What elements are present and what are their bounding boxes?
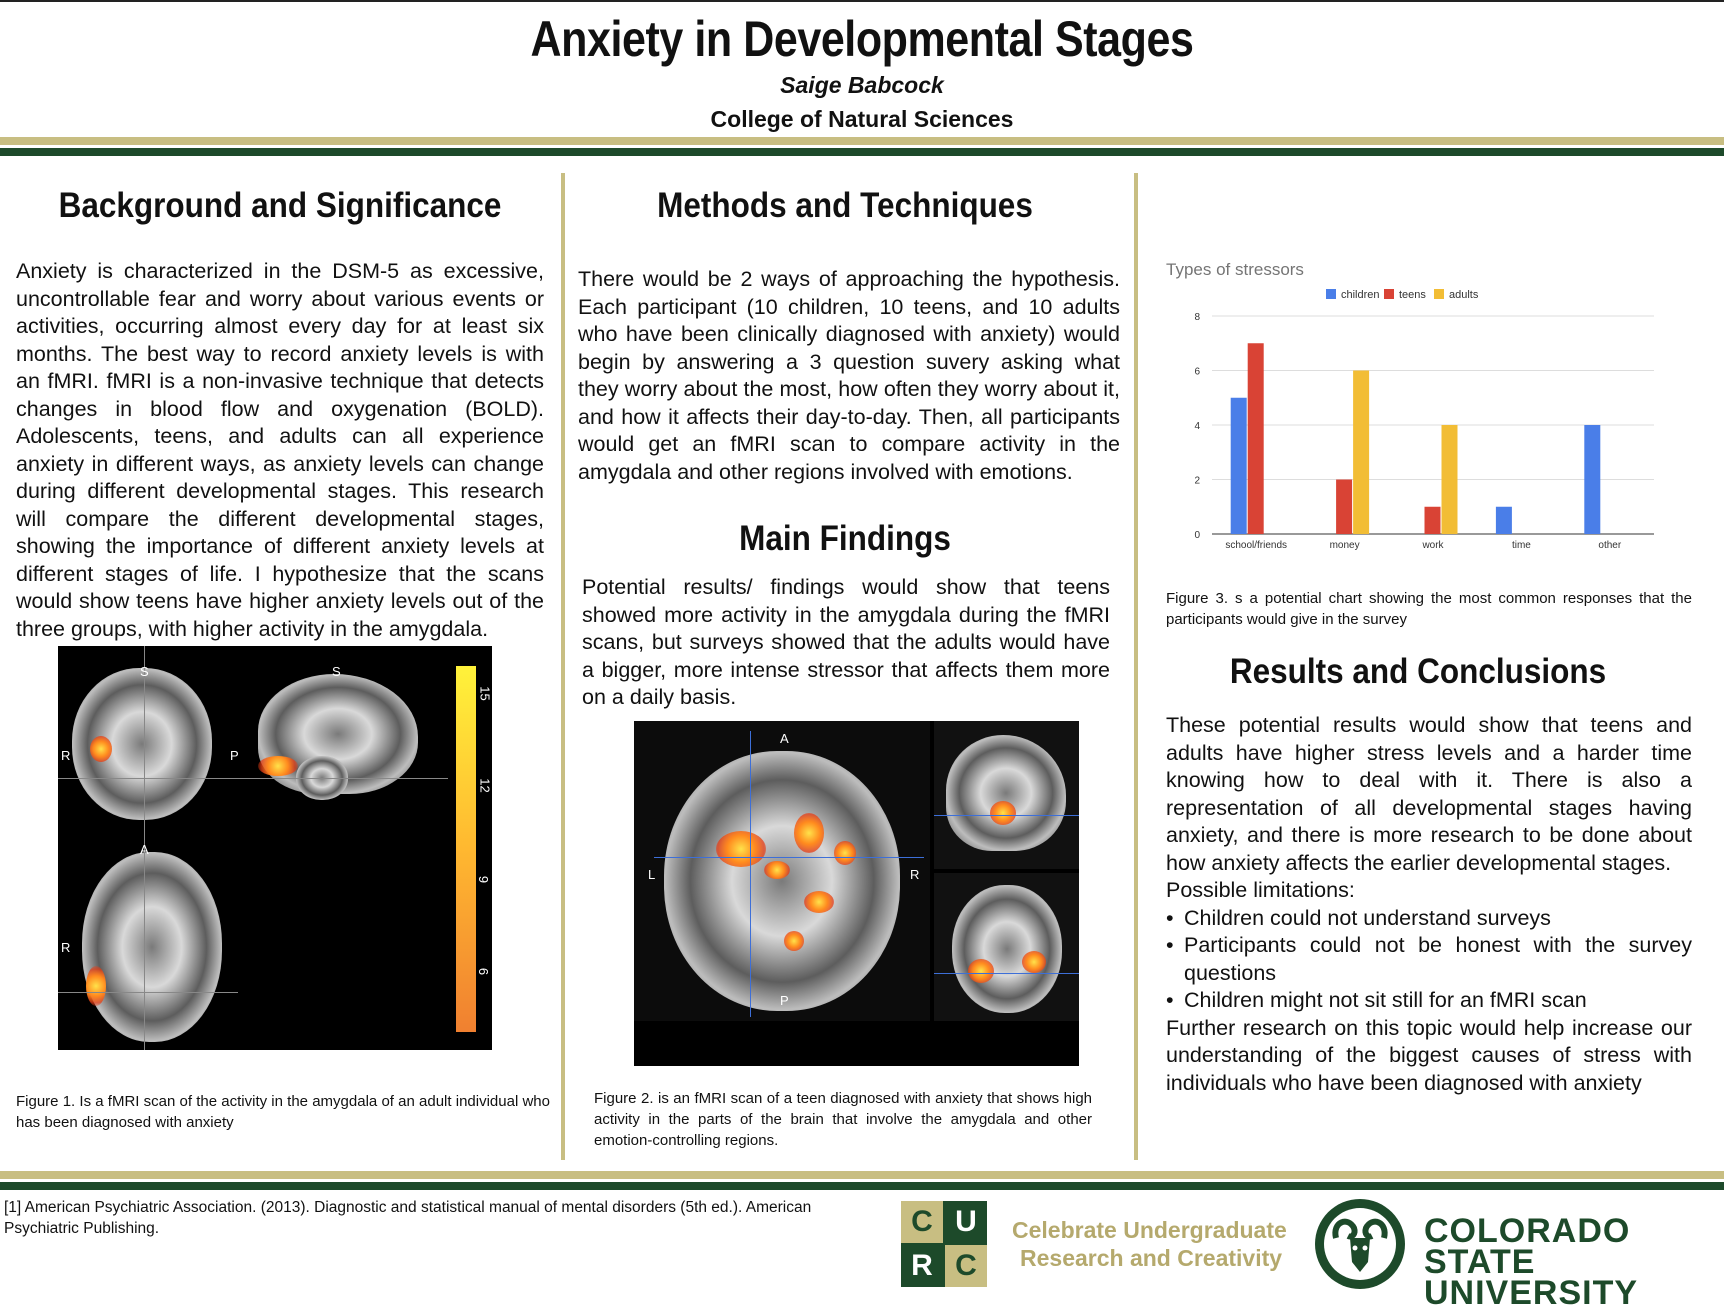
- figure1-colorbar: [456, 666, 476, 1032]
- colorbar-tick-6: 6: [476, 967, 492, 976]
- reference-text: [1] American Psychiatric Association. (2013). Diagnostic and statistical manual of mental disorders (5th ed.). American Psychiatric Publishing.: [4, 1199, 812, 1237]
- curc-line2: Research and Creativity: [1020, 1245, 1283, 1271]
- axial-brain-slice-large: [664, 751, 900, 1011]
- chart-y-tick-label: 6: [1194, 366, 1200, 378]
- chart-y-tick-label: 4: [1194, 421, 1200, 432]
- results-body: [1166, 712, 1692, 1097]
- figure2-fmri-scan: [634, 721, 1079, 1066]
- chart-x-tick-label: other: [1598, 540, 1622, 551]
- chart-bar: [1231, 398, 1247, 534]
- results-intro: These potential results would show that teens and adults have higher stress levels and a harder time knowing how to deal with it. There is also a representation of all developmental stages having anxiety, and there is more research to be done about how anxiety affects the earlier developmental stages.: [1166, 713, 1692, 875]
- chart-bar: [1425, 507, 1441, 534]
- chart-bar: [1336, 480, 1352, 535]
- fig2-label-l: L: [648, 867, 656, 882]
- chart-bar: [1353, 371, 1369, 535]
- chart-x-tick-label: work: [1422, 540, 1444, 551]
- curc-letter: C: [945, 1245, 987, 1287]
- limitations-label: Possible limitations:: [1166, 878, 1355, 902]
- csu-line1: COLORADO STATE: [1424, 1212, 1631, 1281]
- fig2-label-p: P: [780, 993, 789, 1008]
- figure1-fmri-scan: [58, 646, 492, 1050]
- figure1-caption: Figure 1. Is a fMRI scan of the activity in the amygdala of an adult individual who has been diagnosed with anxiety: [16, 1093, 550, 1131]
- chart-legend-label: children: [1341, 289, 1380, 301]
- fig1-label-p: P: [230, 748, 239, 763]
- limitations-list: [1166, 905, 1692, 1015]
- column-divider-right: [1134, 173, 1138, 1160]
- limitation-item: • Children might not sit still for an fMRI scan: [1166, 987, 1692, 1015]
- curc-letter: C: [901, 1201, 943, 1243]
- background-text: Anxiety is characterized in the DSM-5 as excessive, uncontrollable fear and worry about various events or activities, occurring almost every day for at least six months. The best way to record anxiety levels is with an fMRI. fMRI is a non-invasive technique that detects changes in blood flow and oxygenation (BOLD). Adolescents, teens, and adults can all experience anxiety in different ways, as anxiety levels can change during different developmental stages. This research will compare the different developmental stages, showing the importance of different anxiety levels at different stages of life. I hypothesize that the scans would show teens have higher anxiety levels out of the three groups, with higher activity in the amygdala.: [16, 259, 544, 641]
- chart-legend-swatch: [1434, 289, 1444, 299]
- limitation-item: • Children could not understand surveys: [1166, 905, 1692, 933]
- college-name: College of Natural Sciences: [710, 106, 1014, 132]
- chart-legend-swatch: [1384, 289, 1394, 299]
- results-heading: Results and Conclusions: [1229, 652, 1607, 691]
- chart-legend-label: adults: [1449, 289, 1479, 301]
- top-rule: [0, 0, 1724, 2]
- axial-brain-slice: [82, 852, 222, 1042]
- footer-band-gold: [0, 1171, 1724, 1179]
- chart-y-tick-label: 8: [1194, 312, 1200, 323]
- fig1-label-r2: R: [61, 940, 71, 955]
- curc-letter: R: [901, 1245, 943, 1287]
- findings-heading: Main Findings: [739, 519, 951, 558]
- fig1-label-s2: S: [332, 664, 341, 679]
- chart-x-tick-label: money: [1329, 540, 1360, 551]
- fig1-label-a: A: [140, 842, 149, 857]
- fig1-label-s1: S: [140, 664, 149, 679]
- colorbar-tick-12: 12: [477, 778, 493, 793]
- poster-title: Anxiety in Developmental Stages: [530, 11, 1194, 67]
- chart-legend-swatch: [1326, 289, 1336, 299]
- results-closing: Further research on this topic would help increase our understanding of the biggest causes of stress with individuals who have been diagnosed with anxiety: [1166, 1015, 1692, 1095]
- author-name: Saige Babcock: [780, 72, 944, 98]
- chart-y-tick-label: 2: [1194, 475, 1200, 487]
- methods-text: There would be 2 ways of approaching the hypothesis. Each participant (10 children, 10 teens, and 10 adults who have been clinically diagnosed with anxiety) would begin by answering a 3 question suvery asking what they worry about the most, how often they worry about it, and how it affects their day-to-day. Then, all participants would get an fMRI scan to compare activity in the amygdala and other regions involved with emotions.: [578, 267, 1120, 484]
- chart-bar: [1496, 507, 1512, 534]
- curc-line1: Celebrate Undergraduate: [1012, 1217, 1287, 1243]
- header-band-gold: [0, 137, 1724, 145]
- fig1-label-r1: R: [61, 748, 71, 763]
- chart-bar: [1584, 425, 1600, 534]
- figure3-chart: [1160, 254, 1660, 564]
- methods-heading: Methods and Techniques: [657, 186, 1033, 225]
- fig2-label-a: A: [780, 731, 789, 746]
- chart-x-tick-label: school/friends: [1225, 540, 1288, 551]
- limitation-item: • Participants could not be honest with the survey questions: [1166, 932, 1692, 987]
- colorbar-tick-9: 9: [476, 875, 492, 884]
- csu-line2: UNIVERSITY: [1424, 1274, 1639, 1312]
- csu-ram-logo: [1314, 1198, 1406, 1290]
- coronal-brain-slice-small: [952, 885, 1062, 1013]
- figure3-caption: Figure 3. s a potential chart showing the most common responses that the participants would give in the survey: [1166, 590, 1692, 628]
- column-divider-left: [561, 173, 565, 1160]
- csu-wordmark: [1424, 1212, 1724, 1312]
- chart-y-tick-label: 0: [1194, 530, 1200, 541]
- sagittal-brain-slice-small: [946, 735, 1066, 851]
- curc-logo: [901, 1201, 987, 1287]
- footer-band-green: [0, 1182, 1724, 1190]
- chart-title: Types of stressors: [1166, 260, 1304, 279]
- fig2-label-r: R: [910, 867, 920, 882]
- curc-wordmark: [1012, 1216, 1287, 1272]
- colorbar-tick-15: 15: [477, 686, 493, 701]
- curc-letter: U: [945, 1201, 987, 1243]
- chart-legend-label: teens: [1399, 289, 1426, 301]
- stressor-bar-chart: [1160, 254, 1660, 564]
- figure2-caption: Figure 2. is an fMRI scan of a teen diagnosed with anxiety that shows high activity in the parts of the brain that involve the amygdala and other emotion-controlling regions.: [594, 1090, 1092, 1149]
- chart-bar: [1248, 343, 1264, 534]
- chart-x-tick-label: time: [1511, 540, 1531, 551]
- chart-bar: [1442, 425, 1458, 534]
- findings-text: Potential results/ findings would show that teens showed more activity in the amygdala during the fMRI scans, but surveys showed that the adults would have a bigger, more intense stressor that affects them more on a daily basis.: [582, 575, 1110, 709]
- header-band-green: [0, 148, 1724, 156]
- background-heading: Background and Significance: [58, 186, 502, 225]
